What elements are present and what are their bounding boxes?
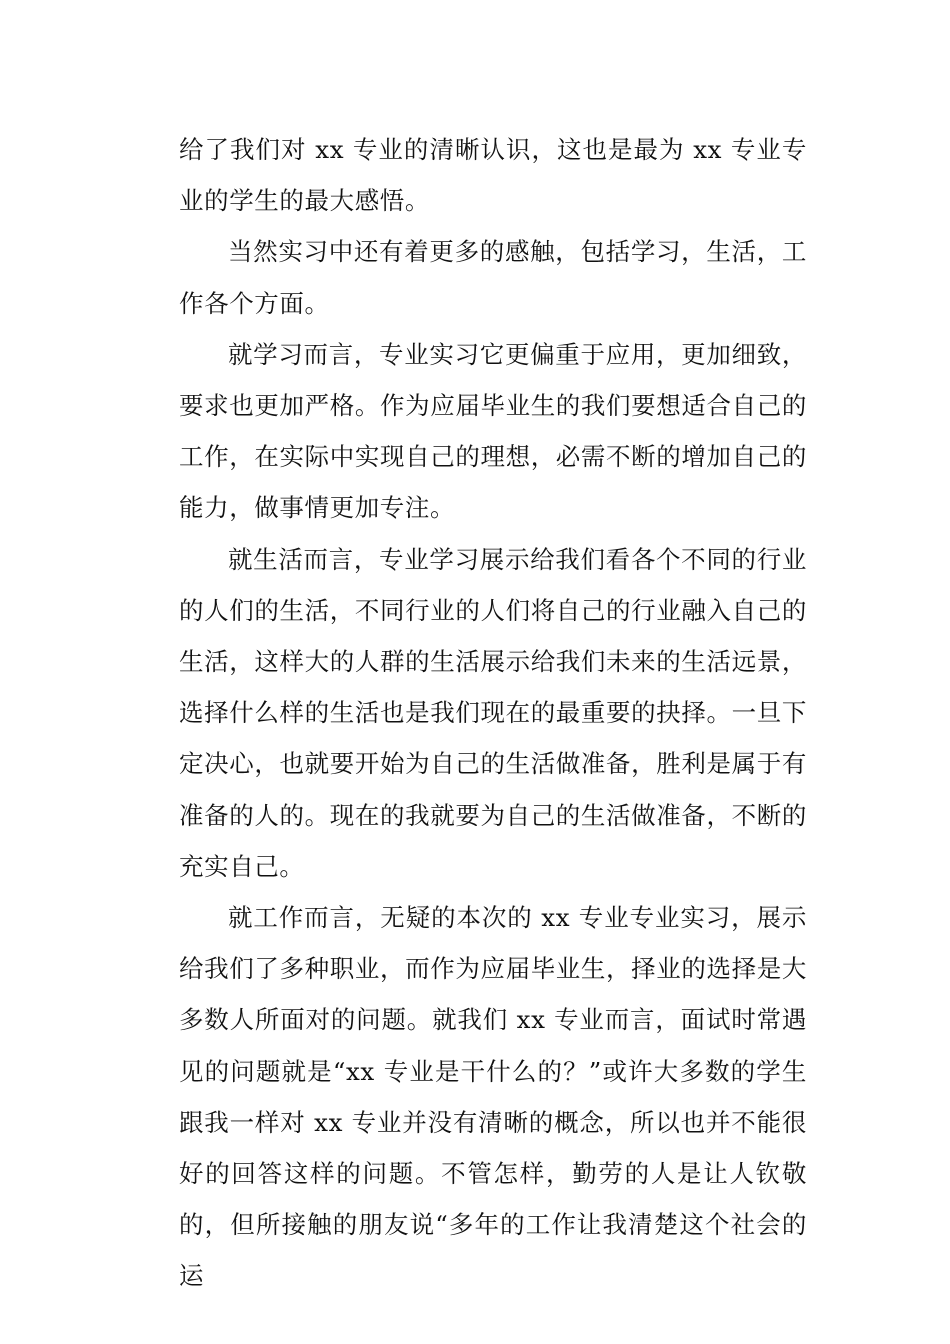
paragraph-1: 给了我们对 xx 专业的清晰认识，这也是最为 xx 专业专业的学生的最大感悟。 <box>179 135 807 216</box>
paragraph-3: 就学习而言，专业实习它更偏重于应用，更加细致，要求也更加严格。作为应届毕业生的我们要想适合自己的工作，在实际中实现自己的理想，必需不断的增加自己的能力，做事情更加专注。 <box>179 339 807 523</box>
paragraph-5: 就工作而言，无疑的本次的 xx 专业专业实习，展示给我们了多种职业，而作为应届毕业生，择业的选择是大多数人所面对的问题。就我们 xx 专业而言，面试时常遇见的问题就是“xx 专业是干什么的？”或许大多数的学生跟我一样对 xx 专业并没有清晰的概念，所以也并不能很好的回答这样的问题。不管怎样，勤劳的人是让人钦敬的，但所接触的朋友说“多年的工作让我清楚这个社会的运 <box>179 903 807 1291</box>
document-body <box>179 124 807 1302</box>
paragraph-4: 就生活而言，专业学习展示给我们看各个不同的行业的人们的生活，不同行业的人们将自己的行业融入自己的生活，这样大的人群的生活展示给我们未来的生活远景，选择什么样的生活也是我们现在的最重要的抉择。一旦下定决心，也就要开始为自己的生活做准备，胜利是属于有准备的人的。现在的我就要为自己的生活做准备，不断的充实自己。 <box>179 544 807 881</box>
paragraph-2: 当然实习中还有着更多的感触，包括学习，生活，工作各个方面。 <box>179 237 807 318</box>
